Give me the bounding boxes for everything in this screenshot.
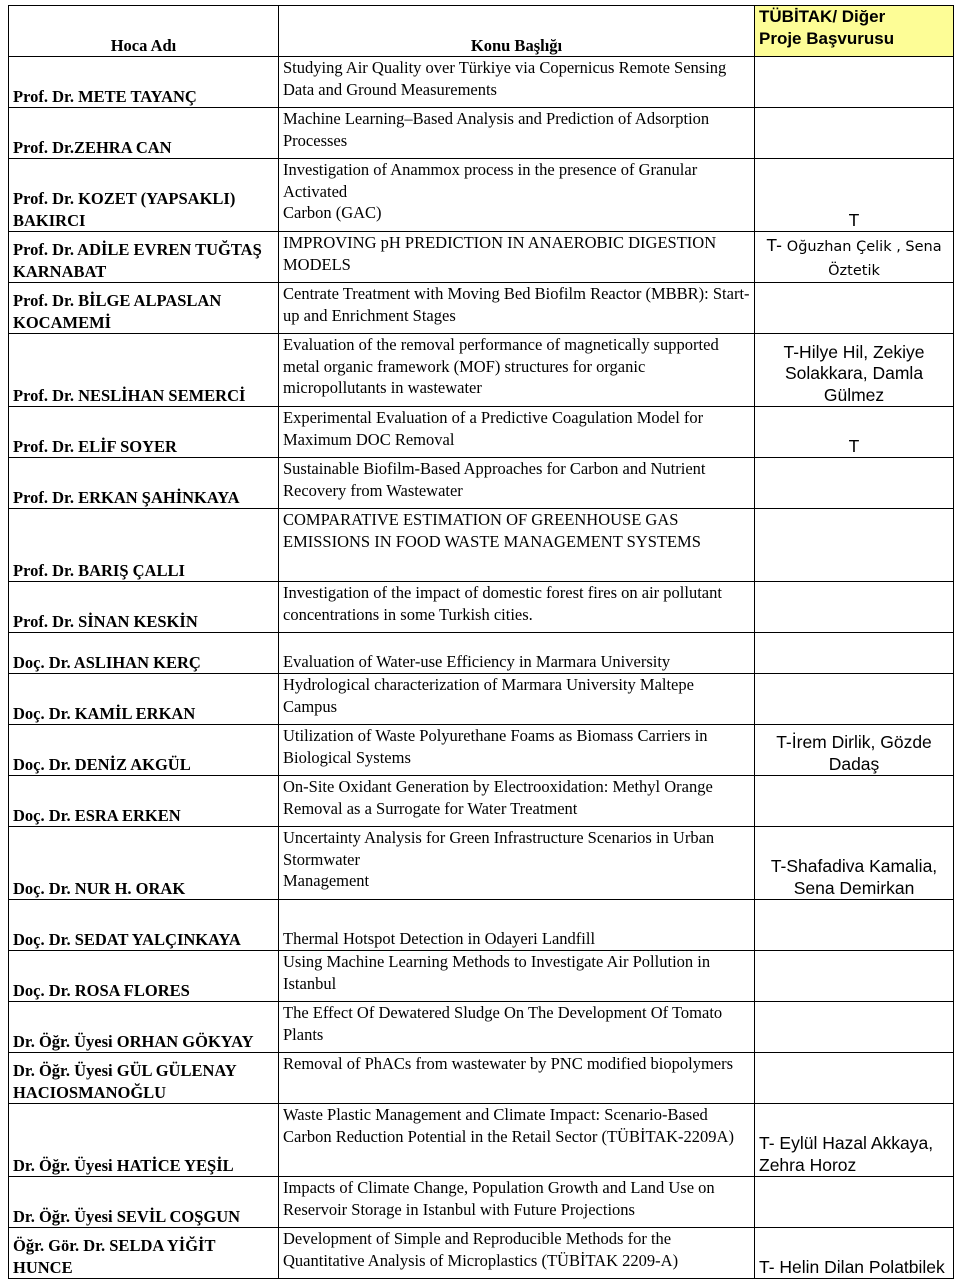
table-row [9,509,954,582]
topic-line: Uncertainty Analysis for Green Infrastructure Scenarios in Urban Stormwater [283,828,715,869]
tubitak-status [755,674,954,725]
topic-title: Impacts of Climate Change, Population Growth and Land Use on Reservoir Storage in Istanbul with Future Projections [279,1177,755,1228]
header-tubitak [755,6,954,57]
advisor-name: Doç. Dr. KAMİL ERKAN [9,674,279,725]
tubitak-status [755,900,954,951]
topic-line: Carbon (GAC) [283,203,382,222]
topic-title: Waste Plastic Management and Climate Impact: Scenario-Based Carbon Reduction Potential in the Retail Sector (TÜBİTAK-2209A) [279,1104,755,1177]
tubitak-status [755,509,954,582]
header-tubitak-line2: Proje Başvurusu [759,28,895,48]
header-tubitak-line1: TÜBİTAK/ Diğer [759,7,886,26]
advisor-name: Dr. Öğr. Üyesi GÜL GÜLENAY HACIOSMANOĞLU [9,1053,279,1104]
advisor-name: Doç. Dr. SEDAT YALÇINKAYA [9,900,279,951]
tubitak-status [755,776,954,827]
header-topic: Konu Başlığı [279,6,755,57]
topic-title: Using Machine Learning Methods to Investigate Air Pollution in Istanbul [279,951,755,1002]
topic-title: Machine Learning–Based Analysis and Prediction of Adsorption Processes [279,108,755,159]
topic-line: Investigation of Anammox process in the presence of Granular Activated [283,160,698,201]
advisor-name: Prof. Dr. BİLGE ALPASLAN KOCAMEMİ [9,283,279,334]
table-row [9,951,954,1002]
tubitak-status: T- Eylül Hazal Akkaya, Zehra Horoz [755,1104,954,1177]
tubitak-status: T-İrem Dirlik, Gözde Dadaş [755,725,954,776]
tubitak-status [755,1053,954,1104]
tubitak-status [755,633,954,674]
advisor-name: Prof. Dr. ERKAN ŞAHİNKAYA [9,458,279,509]
advisor-name: Prof. Dr. BARIŞ ÇALLI [9,509,279,582]
table-row [9,1228,954,1279]
table-row [9,725,954,776]
tubitak-status: T-Hilye Hil, Zekiye Solakkara, Damla Gülmez [755,334,954,407]
table-row [9,1104,954,1177]
table-row [9,407,954,458]
table-row [9,232,954,283]
tubitak-status [755,951,954,1002]
topic-title: Development of Simple and Reproducible Methods for the Quantitative Analysis of Microplastics (TÜBİTAK 2209-A) [279,1228,755,1279]
topic-title: Hydrological characterization of Marmara University Maltepe Campus [279,674,755,725]
advisor-name: Prof. Dr. ELİF SOYER [9,407,279,458]
topic-title: Investigation of the impact of domestic forest fires on air pollutant concentrations in some Turkish cities. [279,582,755,633]
topic-title: IMPROVING pH PREDICTION IN ANAEROBIC DIGESTION MODELS [279,232,755,283]
table-row [9,1053,954,1104]
table-row [9,458,954,509]
table-row [9,633,954,674]
advisor-name: Doç. Dr. ROSA FLORES [9,951,279,1002]
table-row [9,827,954,900]
advisor-name: Doç. Dr. DENİZ AKGÜL [9,725,279,776]
table-row [9,1002,954,1053]
advisor-name: Dr. Öğr. Üyesi HATİCE YEŞİL [9,1104,279,1177]
topic-title [279,159,755,232]
advisor-name: Prof. Dr.ZEHRA CAN [9,108,279,159]
tubitak-status [755,458,954,509]
tubitak-status [755,1177,954,1228]
tubitak-status: T [755,159,954,232]
table-row [9,900,954,951]
advisor-name: Öğr. Gör. Dr. SELDA YİĞİT HUNCE [9,1228,279,1279]
tubitak-status: T [755,407,954,458]
advisor-name: Dr. Öğr. Üyesi SEVİL COŞGUN [9,1177,279,1228]
advisor-name: Dr. Öğr. Üyesi ORHAN GÖKYAY [9,1002,279,1053]
advisor-name: Prof. Dr. KOZET (YAPSAKLI) BAKIRCI [9,159,279,232]
topic-title: Experimental Evaluation of a Predictive Coagulation Model for Maximum DOC Removal [279,407,755,458]
topic-title: Removal of PhACs from wastewater by PNC modified biopolymers [279,1053,755,1104]
tubitak-status [755,108,954,159]
advisor-name: Prof. Dr. METE TAYANÇ [9,57,279,108]
topic-title: Centrate Treatment with Moving Bed Biofilm Reactor (MBBR): Start-up and Enrichment Stages [279,283,755,334]
tubitak-prefix: T- [766,235,787,255]
tubitak-status [755,283,954,334]
topic-title: COMPARATIVE ESTIMATION OF GREENHOUSE GAS EMISSIONS IN FOOD WASTE MANAGEMENT SYSTEMS [279,509,755,582]
table-row [9,283,954,334]
advisor-name: Prof. Dr. SİNAN KESKİN [9,582,279,633]
header-name: Hoca Adı [9,6,279,57]
header-row [9,6,954,57]
tubitak-status: T-Shafadiva Kamalia, Sena Demirkan [755,827,954,900]
advisor-name: Doç. Dr. ESRA ERKEN [9,776,279,827]
topic-title [279,827,755,900]
project-topics-table [8,5,954,1279]
topic-line: Management [283,871,370,890]
tubitak-status [755,582,954,633]
topic-title: Evaluation of the removal performance of magnetically supported metal organic framework (MOF) structures for organic micropollutants in wastewater [279,334,755,407]
tubitak-status [755,232,954,283]
topic-title: Studying Air Quality over Türkiye via Copernicus Remote Sensing Data and Ground Measurements [279,57,755,108]
topic-title: Utilization of Waste Polyurethane Foams as Biomass Carriers in Biological Systems [279,725,755,776]
table-row [9,57,954,108]
table-row [9,776,954,827]
table-row [9,108,954,159]
tubitak-students: Oğuzhan Çelik , Sena Öztetik [786,239,942,279]
advisor-name: Prof. Dr. ADİLE EVREN TUĞTAŞ KARNABAT [9,232,279,283]
table-row [9,1177,954,1228]
tubitak-status [755,1002,954,1053]
table-row [9,582,954,633]
tubitak-status [755,57,954,108]
topic-title: The Effect Of Dewatered Sludge On The Development Of Tomato Plants [279,1002,755,1053]
table-row [9,334,954,407]
topic-title: Thermal Hotspot Detection in Odayeri Landfill [279,900,755,951]
advisor-name: Doç. Dr. NUR H. ORAK [9,827,279,900]
advisor-name: Doç. Dr. ASLIHAN KERÇ [9,633,279,674]
topic-title: Sustainable Biofilm-Based Approaches for Carbon and Nutrient Recovery from Wastewater [279,458,755,509]
topic-title: On-Site Oxidant Generation by Electrooxidation: Methyl Orange Removal as a Surrogate for Water Treatment [279,776,755,827]
tubitak-status: T- Helin Dilan Polatbilek [755,1228,954,1279]
table-row [9,159,954,232]
topic-title: Evaluation of Water-use Efficiency in Marmara University [279,633,755,674]
advisor-name: Prof. Dr. NESLİHAN SEMERCİ [9,334,279,407]
table-row [9,674,954,725]
